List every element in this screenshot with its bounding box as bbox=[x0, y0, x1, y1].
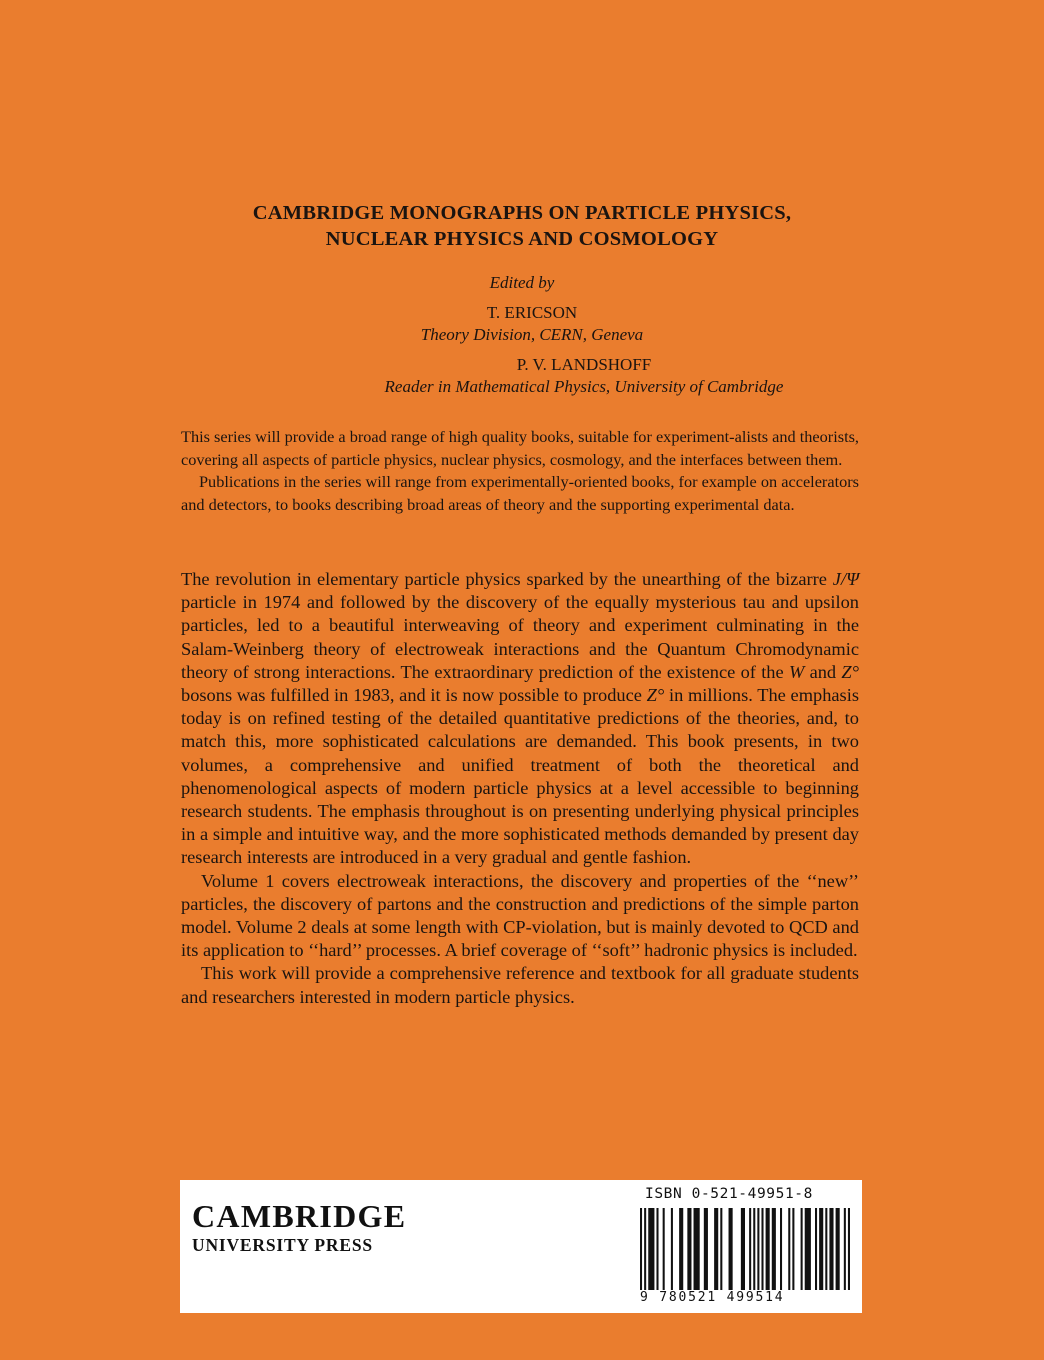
barcode-bar bbox=[772, 1208, 776, 1290]
barcode-bar bbox=[805, 1208, 811, 1290]
barcode-bar bbox=[753, 1208, 755, 1290]
barcode-bar bbox=[656, 1208, 658, 1290]
barcode-bar bbox=[848, 1208, 850, 1290]
barcode-bar bbox=[729, 1208, 733, 1290]
publisher-logo bbox=[192, 1198, 406, 1256]
blurb-text: particle in 1974 and followed by the discovery of the equally mysterious tau and upsilon particles, led to a beautiful interweaving of theory and experiment culminating in the Salam-Weinberg theory of electroweak interactions and the Quantum Chromodynamic theory of strong interactions. The extraordinary prediction of the existence of the bbox=[181, 592, 859, 682]
barcode-bar bbox=[761, 1208, 763, 1290]
editor-affiliation: Reader in Mathematical Physics, University of Cambridge bbox=[384, 377, 784, 396]
barcode-bar bbox=[679, 1208, 683, 1290]
barcode-bar bbox=[819, 1208, 823, 1290]
barcode-bar bbox=[801, 1208, 803, 1290]
editor-entry bbox=[124, 354, 1044, 398]
series-description-paragraph: This series will provide a broad range of high quality books, suitable for experiment-alists and theorists, covering all aspects of particle physics, nuclear physics, cosmology, and the interfaces between them. bbox=[181, 427, 859, 469]
barcode-bar bbox=[749, 1208, 751, 1290]
series-title bbox=[0, 200, 1044, 252]
blurb-paragraph-3: This work will provide a comprehensive reference and textbook for all graduate students and researchers interested in modern particle physics. bbox=[181, 963, 859, 1007]
barcode-bar bbox=[844, 1208, 846, 1290]
z-boson-symbol: Z° bbox=[841, 661, 859, 682]
blurb-text: bosons was fulfilled in 1983, and it is now possible to produce bbox=[181, 685, 647, 706]
jpsi-symbol: J/Ψ bbox=[832, 569, 859, 589]
barcode-bar bbox=[694, 1208, 700, 1290]
barcode-bar bbox=[741, 1208, 745, 1290]
barcode-bar bbox=[720, 1208, 722, 1290]
barcode-bar bbox=[825, 1208, 827, 1290]
series-description bbox=[181, 426, 859, 516]
isbn-label: ISBN 0-521-49951-8 bbox=[645, 1186, 813, 1202]
barcode-bar bbox=[648, 1208, 654, 1290]
barcode-bar bbox=[704, 1208, 708, 1290]
barcode-digits: 9 780521 499514 bbox=[640, 1290, 785, 1305]
barcode-bar bbox=[780, 1208, 782, 1290]
editor-affiliation: Theory Division, CERN, Geneva bbox=[420, 325, 644, 344]
barcode-bar bbox=[792, 1208, 794, 1290]
barcode-bar bbox=[815, 1208, 817, 1290]
blurb-text: and bbox=[804, 661, 842, 682]
barcode-bar bbox=[829, 1208, 833, 1290]
series-description-paragraph: Publications in the series will range from experimentally-oriented books, for example on accelerators and detectors, to books describing broad areas of theory and the supporting experimental data. bbox=[181, 472, 859, 514]
barcode-bar bbox=[663, 1208, 665, 1290]
publisher-name: CAMBRIDGE bbox=[192, 1198, 407, 1234]
barcode-bar bbox=[757, 1208, 759, 1290]
editor-name: T. ERICSON bbox=[486, 303, 578, 322]
editors-block bbox=[0, 272, 1044, 398]
barcode-bar bbox=[640, 1208, 642, 1290]
barcode-icon bbox=[640, 1208, 850, 1290]
edited-by-label: Edited by bbox=[489, 273, 555, 292]
blurb-text: in millions. The emphasis today is on refined testing of the detailed quantitative predictions of the theories, and, to match this, more sophisticated calculations are demanded. This book presents, in two volumes, a comprehensive and unified treatment of both the theoretical and phenomenological aspects of modern particle physics at a level accessible to beginning research students. The emphasis throughout is on presenting underlying physical principles in a simple and intuitive way, and the more sophisticated methods demanded by present day research interests are introduced in a very gradual and gentle fashion. bbox=[181, 685, 859, 868]
editor-entry bbox=[20, 302, 1044, 346]
barcode-bar bbox=[788, 1208, 790, 1290]
w-boson-symbol: W bbox=[788, 661, 805, 682]
blurb-text: The revolution in elementary particle physics sparked by the unearthing of the bizarre bbox=[181, 569, 833, 589]
barcode-bar bbox=[687, 1208, 691, 1290]
barcode-bar bbox=[766, 1208, 770, 1290]
barcode-bar bbox=[671, 1208, 673, 1290]
barcode-bar bbox=[714, 1208, 718, 1290]
editor-name: P. V. LANDSHOFF bbox=[516, 355, 652, 374]
barcode-bar bbox=[644, 1208, 646, 1290]
series-title-line-2: NUCLEAR PHYSICS AND COSMOLOGY bbox=[325, 228, 719, 250]
barcode-bar bbox=[836, 1208, 840, 1290]
book-blurb bbox=[181, 568, 859, 1009]
publisher-subname: UNIVERSITY PRESS bbox=[192, 1235, 373, 1255]
z-boson-symbol: Z° bbox=[646, 685, 665, 706]
blurb-paragraph-1 bbox=[181, 568, 859, 870]
blurb-paragraph-2: Volume 1 covers electroweak interactions, the discovery and properties of the ‘‘new’’ particles, the discovery of partons and the construction and predictions of the simple parton model. Volume 2 deals at some length with CP-violation, but is mainly devoted to QCD and its application to ‘‘hard’’ processes. A brief coverage of ‘‘soft’’ hadronic physics is included. bbox=[181, 870, 859, 961]
publisher-panel bbox=[180, 1180, 862, 1313]
series-title-line-1: CAMBRIDGE MONOGRAPHS ON PARTICLE PHYSICS, bbox=[252, 202, 792, 224]
